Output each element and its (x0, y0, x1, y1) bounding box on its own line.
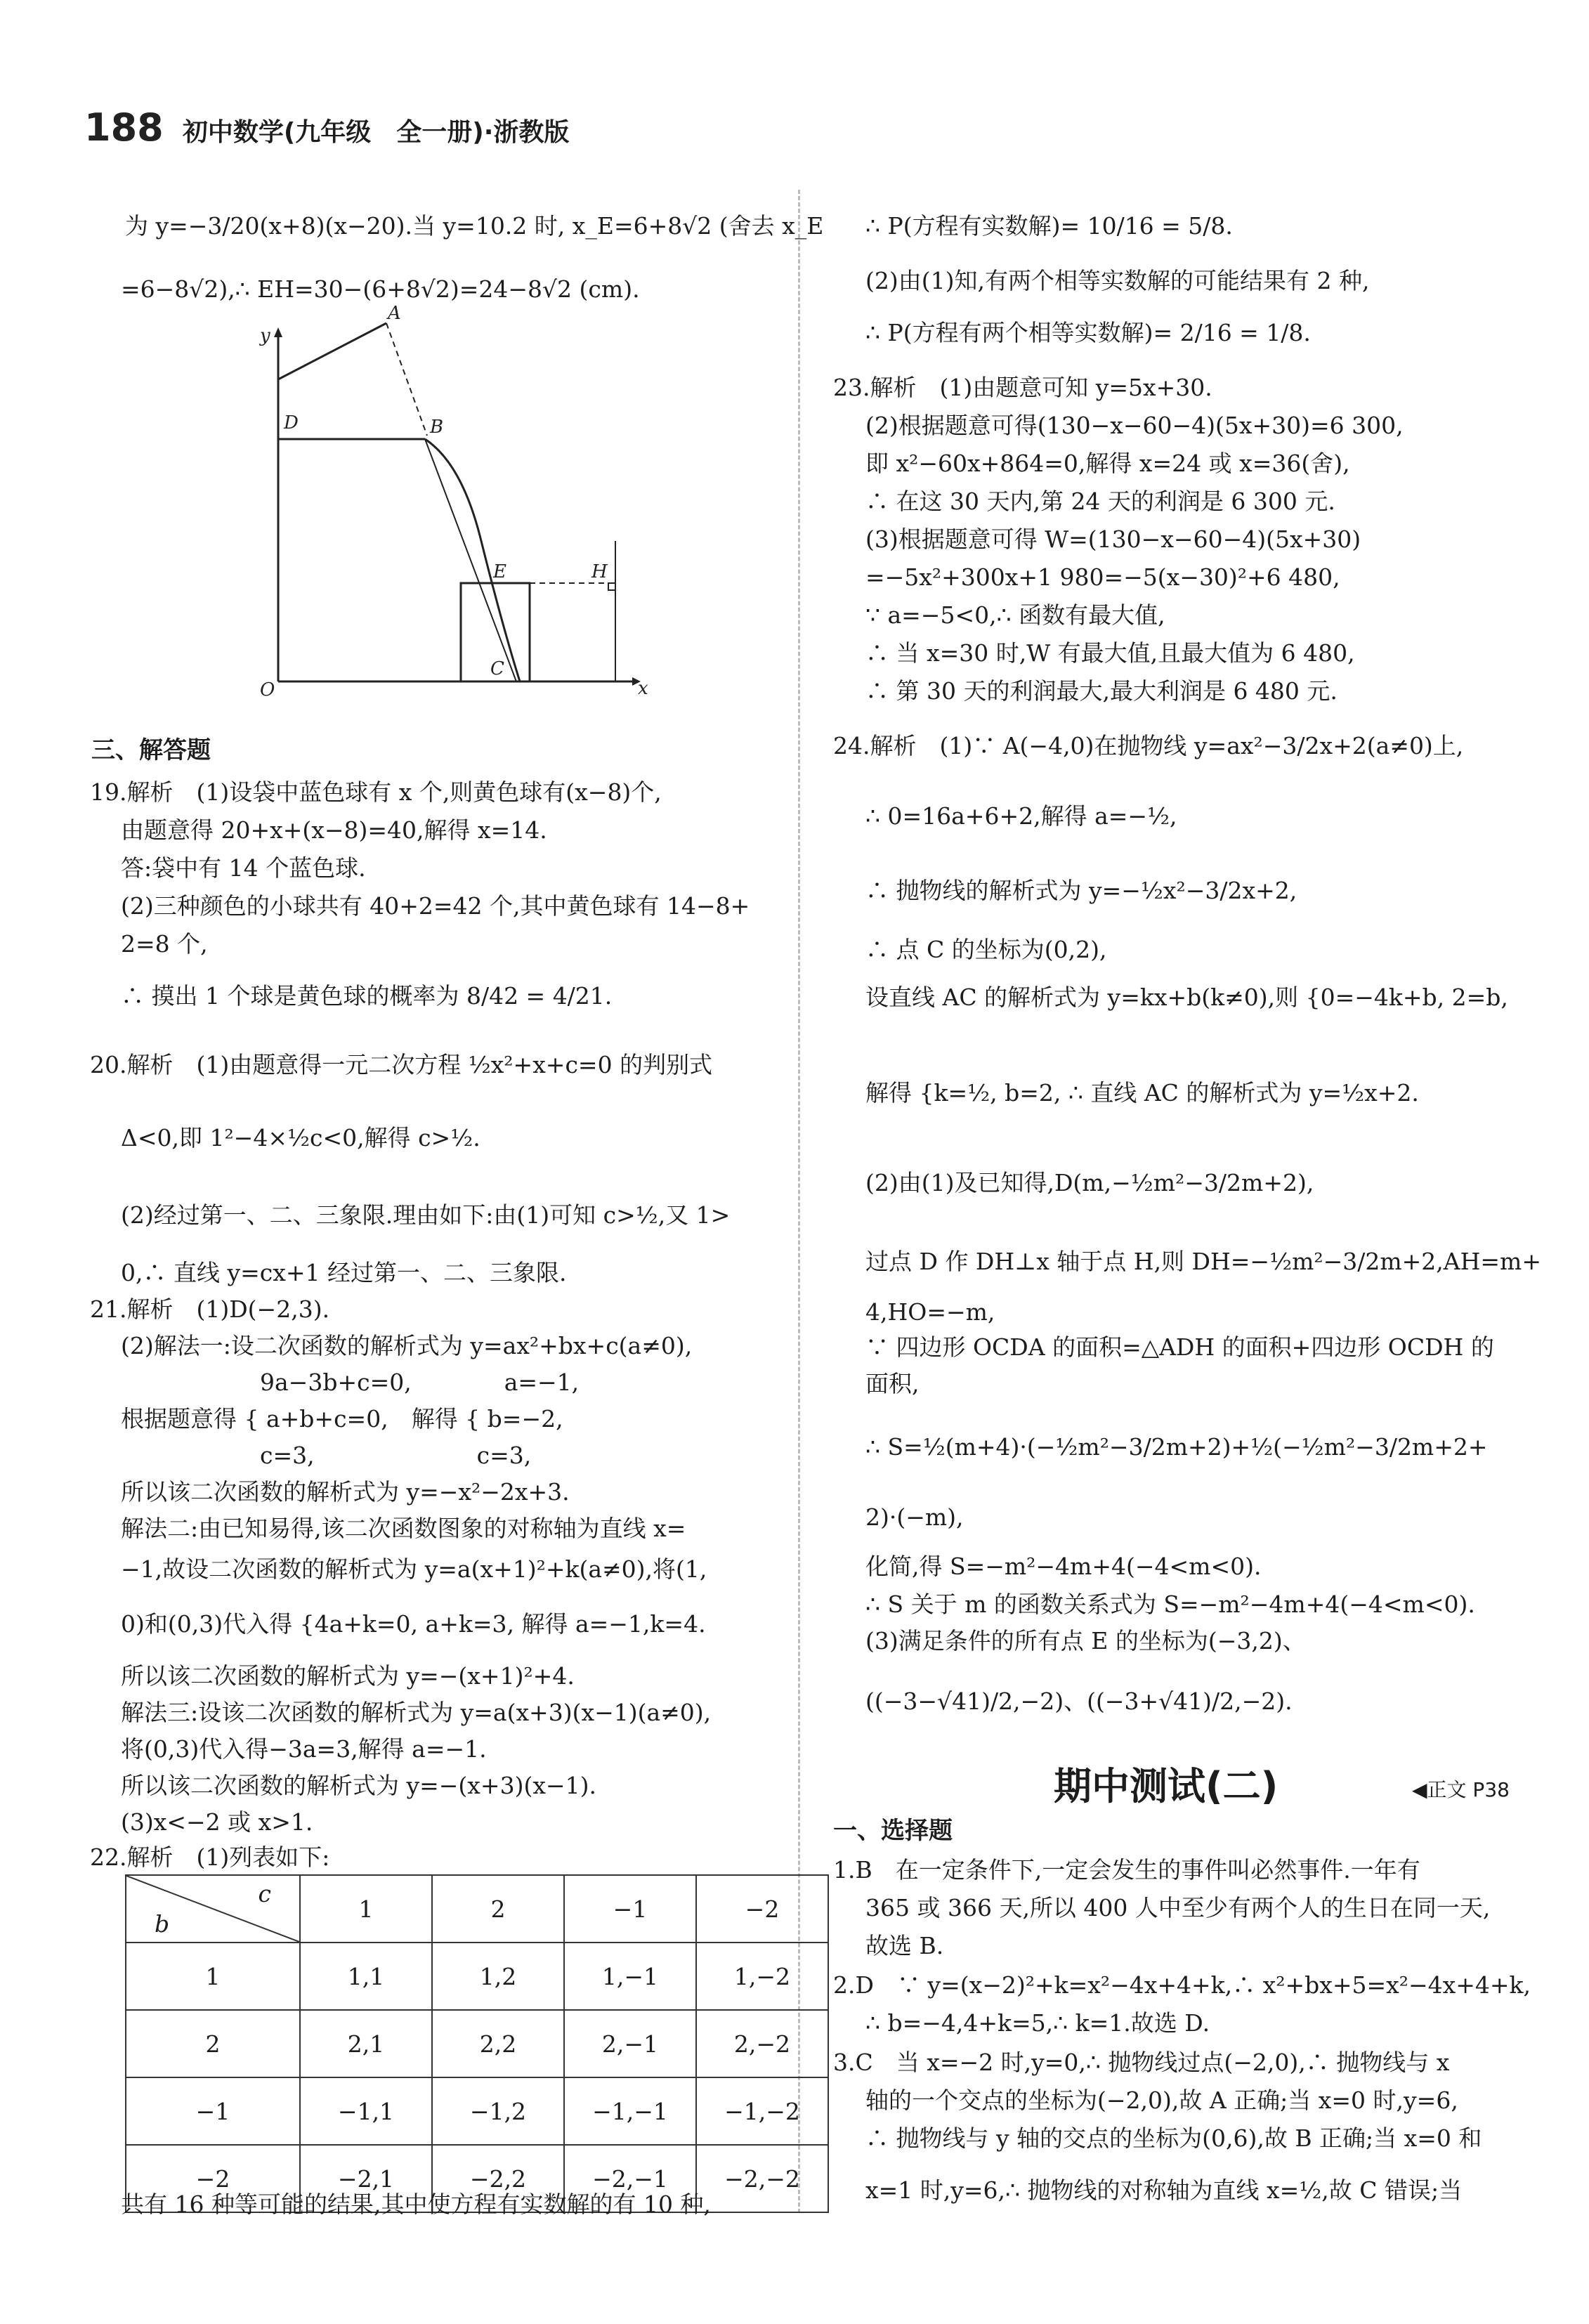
label-b: B (430, 417, 444, 438)
text-line: 过点 D 作 DH⊥x 轴于点 H,则 DH=−½m²−3/2m+2,AH=m+ (865, 1248, 1541, 1275)
text-line: c=3, c=3, (260, 1442, 532, 1469)
table-cell: −2,−2 (696, 2145, 828, 2212)
text-line: 4,HO=−m, (865, 1298, 995, 1326)
label-a: A (388, 303, 401, 324)
table-cell: −1,−1 (564, 2077, 696, 2145)
table-cell: 2,−2 (696, 2010, 828, 2077)
row-header: 1 (126, 1943, 300, 2010)
text-line: (2)三种颜色的小球共有 40+2=42 个,其中黄色球有 14−8+ (121, 892, 750, 920)
segment-to-a (278, 323, 386, 379)
label-e: E (493, 561, 506, 582)
text-line: (2)经过第一、二、三象限.理由如下:由(1)可知 c>½,又 1> (121, 1201, 731, 1229)
y-axis-arrow (274, 327, 282, 337)
table-cell: 1,2 (432, 1943, 564, 2010)
table-cell: 2,1 (300, 2010, 432, 2077)
text-line: ∵ 四边形 OCDA 的面积=△ADH 的面积+四边形 OCDH 的 (865, 1333, 1494, 1361)
text-line: 共有 16 种等可能的结果,其中使方程有实数解的有 10 种, (121, 2191, 711, 2218)
table-row (126, 2077, 828, 2145)
text-line: 答:袋中有 14 个蓝色球. (121, 854, 366, 882)
outcome-table (125, 1874, 829, 2213)
text-line: 化简,得 S=−m²−4m+4(−4<m<0). (865, 1553, 1262, 1580)
table-cell: 2,2 (432, 2010, 564, 2077)
text-line: 即 x²−60x+864=0,解得 x=24 或 x=36(舍), (865, 450, 1350, 477)
text-line: 为 y=−3/20(x+8)(x−20).当 y=10.2 时, x_E=6+8√2 (舍去 x_E (125, 212, 824, 240)
label-h: H (591, 561, 608, 582)
text-line: −1,故设二次函数的解析式为 y=a(x+1)²+k(a≠0),将(1, (121, 1555, 707, 1583)
text-line: x=1 时,y=6,∴ 抛物线的对称轴为直线 x=½,故 C 错误;当 (865, 2176, 1463, 2204)
table-cell: −2,2 (432, 2145, 564, 2212)
column-header: 2 (432, 1875, 564, 1943)
table-cell: 1,−2 (696, 1943, 828, 2010)
text-line: ∵ a=−5<0,∴ 函数有最大值, (865, 601, 1165, 629)
column-header: 1 (300, 1875, 432, 1943)
text-line: 21.解析 (1)D(−2,3). (90, 1295, 330, 1323)
text-line: 面积, (865, 1370, 920, 1397)
column-header: −2 (696, 1875, 828, 1943)
text-line: 20.解析 (1)由题意得一元二次方程 ½x²+x+c=0 的判别式 (90, 1051, 713, 1078)
table-cell: −2,−1 (564, 2145, 696, 2212)
book-title: 初中数学(九年级 全一册)·浙教版 (182, 118, 570, 147)
text-line: 23.解析 (1)由题意可知 y=5x+30. (833, 374, 1212, 401)
text-line: 故选 B. (865, 1932, 944, 1959)
text-line: 2=8 个, (121, 930, 208, 958)
row-header: −1 (126, 2077, 300, 2145)
text-line: Δ<0,即 1²−4×½c<0,解得 c>½. (121, 1124, 480, 1151)
text-line: ∴ S 关于 m 的函数关系式为 S=−m²−4m+4(−4<m<0). (865, 1591, 1475, 1618)
text-line: ∴ 点 C 的坐标为(0,2), (865, 936, 1107, 963)
corner-label-c: c (258, 1880, 271, 1907)
row-header: −2 (126, 2145, 300, 2212)
table-cell: 1,1 (300, 1943, 432, 2010)
line-b-c (425, 439, 516, 681)
text-line: 365 或 366 天,所以 400 人中至少有两个人的生日在同一天, (865, 1894, 1491, 1921)
text-line: (3)根据题意可得 W=(130−x−60−4)(5x+30) (865, 525, 1361, 553)
table-cell: 1,−1 (564, 1943, 696, 2010)
section-title: 三、解答题 (91, 736, 211, 764)
text-line: =6−8√2),∴ EH=30−(6+8√2)=24−8√2 (cm). (121, 275, 640, 303)
text-line: 22.解析 (1)列表如下: (90, 1843, 330, 1871)
page-number: 188 (84, 105, 164, 150)
table-row (126, 2010, 828, 2077)
text-line: 0)和(0,3)代入得 {4a+k=0, a+k=3, 解得 a=−1,k=4. (121, 1610, 706, 1638)
label-x: x (638, 678, 648, 699)
text-line: 2)·(−m), (865, 1503, 964, 1531)
text-line: (2)解法一:设二次函数的解析式为 y=ax²+bx+c(a≠0), (121, 1332, 693, 1359)
text-line: 所以该二次函数的解析式为 y=−(x+1)²+4. (121, 1662, 575, 1690)
text-line: 由题意得 20+x+(x−8)=40,解得 x=14. (121, 816, 547, 844)
table-cell: −2,1 (300, 2145, 432, 2212)
text-line: ∴ 0=16a+6+2,解得 a=−½, (865, 802, 1177, 830)
text-line: 解得 {k=½, b=2, ∴ 直线 AC 的解析式为 y=½x+2. (865, 1079, 1419, 1106)
table-corner-cell (126, 1875, 300, 1943)
text-line: ∴ 抛物线与 y 轴的交点的坐标为(0,6),故 B 正确;当 x=0 和 (865, 2124, 1482, 2152)
text-line: ∴ 抛物线的解析式为 y=−½x²−3/2x+2, (865, 877, 1297, 904)
text-line: 1.B 在一定条件下,一定会发生的事件叫必然事件.一年有 (833, 1856, 1420, 1884)
corner-label-b: b (155, 1910, 170, 1938)
table-header-row (126, 1875, 828, 1943)
text-line: (2)由(1)及已知得,D(m,−½m²−3/2m+2), (865, 1169, 1314, 1196)
dashed-a-b (386, 323, 427, 436)
text-line: 将(0,3)代入得−3a=3,解得 a=−1. (121, 1735, 487, 1763)
text-line: 所以该二次函数的解析式为 y=−(x+3)(x−1). (121, 1772, 596, 1799)
label-y: y (260, 325, 270, 346)
text-line: 19.解析 (1)设袋中蓝色球有 x 个,则黄色球有(x−8)个, (90, 778, 662, 806)
text-line: 解法三:设该二次函数的解析式为 y=a(x+3)(x−1)(a≠0), (121, 1699, 712, 1726)
text-line: ∴ 在这 30 天内,第 24 天的利润是 6 300 元. (865, 488, 1335, 515)
label-d: D (284, 412, 299, 433)
text-reference: ◀正文 P38 (1412, 1778, 1510, 1801)
text-line: ∴ P(方程有实数解)= 10/16 = 5/8. (865, 212, 1233, 240)
text-line: 2.D ∵ y=(x−2)²+k=x²−4x+4+k,∴ x²+bx+5=x²−4x+4+k, (833, 1971, 1531, 1999)
text-line: 轴的一个交点的坐标为(−2,0),故 A 正确;当 x=0 时,y=6, (865, 2087, 1458, 2114)
column-header: −1 (564, 1875, 696, 1943)
text-line: 解法二:由已知易得,该二次函数图象的对称轴为直线 x= (121, 1515, 686, 1542)
text-line: 所以该二次函数的解析式为 y=−x²−2x+3. (121, 1478, 570, 1506)
text-line: (3)满足条件的所有点 E 的坐标为(−3,2)、 (865, 1627, 1306, 1654)
text-line: ∴ 第 30 天的利润最大,最大利润是 6 480 元. (865, 677, 1338, 705)
right-angle-mark (608, 583, 615, 590)
text-line: 24.解析 (1)∵ A(−4,0)在抛物线 y=ax²−3/2x+2(a≠0)上, (833, 732, 1464, 759)
text-line: ∴ 摸出 1 个球是黄色球的概率为 8/42 = 4/21. (121, 982, 613, 1010)
midterm-title: 期中测试(二) (1054, 1764, 1279, 1808)
text-line: 设直线 AC 的解析式为 y=kx+b(k≠0),则 {0=−4k+b, 2=b, (865, 984, 1508, 1011)
text-line: 根据题意得 { a+b+c=0, 解得 { b=−2, (121, 1405, 563, 1432)
page-header (84, 105, 569, 150)
table-row (126, 1943, 828, 2010)
text-line: ∴ 当 x=30 时,W 有最大值,且最大值为 6 480, (865, 639, 1355, 667)
text-line: =−5x²+300x+1 980=−5(x−30)²+6 480, (865, 563, 1340, 591)
corner-diagonal (126, 1876, 299, 1942)
label-o: O (260, 679, 275, 700)
row-header: 2 (126, 2010, 300, 2077)
table-cell: −1,2 (432, 2077, 564, 2145)
text-line: 3.C 当 x=−2 时,y=0,∴ 抛物线过点(−2,0),∴ 抛物线与 x (833, 2049, 1450, 2076)
text-line: 0,∴ 直线 y=cx+1 经过第一、二、三象限. (121, 1259, 567, 1286)
text-line: ∴ b=−4,4+k=5,∴ k=1.故选 D. (865, 2009, 1210, 2037)
text-line: ((−3−√41)/2,−2)、((−3+√41)/2,−2). (865, 1687, 1293, 1715)
table-cell: 2,−1 (564, 2010, 696, 2077)
text-line: 9a−3b+c=0, a=−1, (260, 1369, 580, 1396)
function-graph-figure (239, 302, 674, 717)
text-line: ∴ P(方程有两个相等实数解)= 2/16 = 1/8. (865, 319, 1311, 346)
section-title: 一、选择题 (833, 1817, 953, 1845)
text-line: (3)x<−2 或 x>1. (121, 1808, 313, 1836)
text-line: (2)由(1)知,有两个相等实数解的可能结果有 2 种, (865, 267, 1370, 294)
label-c: C (490, 658, 504, 679)
table-cell: −1,1 (300, 2077, 432, 2145)
text-line: ∴ S=½(m+4)·(−½m²−3/2m+2)+½(−½m²−3/2m+2+ (865, 1433, 1488, 1461)
table-cell: −1,−2 (696, 2077, 828, 2145)
text-line: (2)根据题意可得(130−x−60−4)(5x+30)=6 300, (865, 412, 1404, 439)
